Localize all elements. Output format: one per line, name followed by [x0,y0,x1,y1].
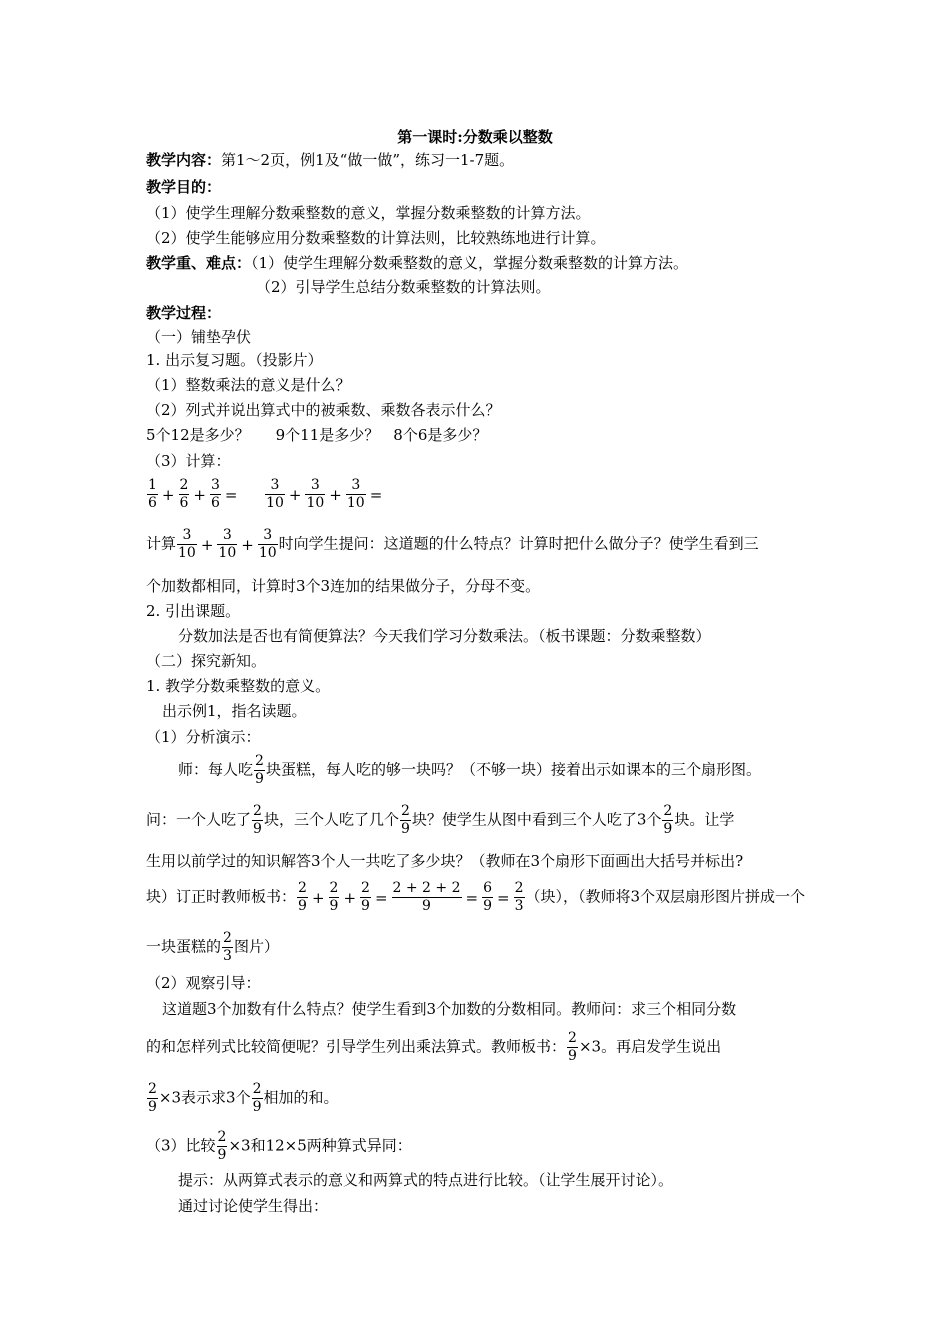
fraction: $\frac{2}{9}$ [361,880,370,914]
fraction: $\frac{2}{9}$ [253,803,262,837]
fraction: $\frac{2}{9}$ [148,1081,157,1115]
teaching-content: 教学内容：第1～2页，例1及“做一做”，练习一1-7题。 [146,151,515,169]
question-2: （2）列式并说出算式中的被乘数、乘数各表示什么？ [146,401,501,419]
step-1-2-text: 分数加法是否也有简便算法？今天我们学习分数乘法。（板书课题：分数乘整数） [178,627,711,645]
question-3: （3）计算： [146,452,231,470]
fraction: $\frac{2}{9}$ [400,803,410,837]
fraction: $\frac{3}{10}$ [306,477,325,511]
step-2-1: 1. 教学分数乘整数的意义。 [146,677,331,695]
fraction: $\frac{6}{9}$ [483,880,492,914]
fraction: $\frac{2 + 2 + 2}{9}$ [392,880,461,914]
observe-para-3: $\frac{2}{9}$ ×3表示求3个 $\frac{2}{9}$ 相加的和。 [148,1081,339,1115]
fraction: $\frac{3}{10}$ [266,477,284,511]
step-2-1-text: 出示例1，指名读题。 [162,702,307,720]
sub-a-heading: （1）分析演示： [146,728,261,746]
fraction: $\frac{2}{3}$ [514,880,524,914]
step-1-2: 2. 引出课题。 [146,602,241,620]
key-points: 教学重、难点：（1）使学生理解分数乘整数的意义，掌握分数乘整数的计算方法。 [146,254,689,272]
fraction: $\frac{3}{10}$ [258,527,277,561]
fraction: $\frac{3}{6}$ [211,477,220,511]
sub-c-heading: （3）比较 $\frac{2}{9}$ ×3和12×5两种算式异同： [146,1129,412,1163]
fraction: $\frac{3}{10}$ [178,527,196,561]
fraction: $\frac{2}{9}$ [252,1081,262,1115]
compare-conclusion: 通过讨论使学生得出： [178,1197,329,1215]
fraction: $\frac{3}{10}$ [218,527,237,561]
analysis-para-5: 一块蛋糕的 $\frac{2}{3}$ 图片） [146,930,279,964]
fraction: $\frac{2}{9}$ [255,753,264,787]
fraction: $\frac{2}{9}$ [663,803,673,837]
calc-explanation: 个加数都相同，计算时3个3连加的结果做分子，分母不变。 [146,577,541,595]
analysis-para-1: 师：每人吃 $\frac{2}{9}$ 块蛋糕，每人吃的够一块吗？（不够一块）接着出示如课本的三个扇形图。 [178,753,761,787]
fraction: $\frac{3}{10}$ [346,477,365,511]
analysis-para-2: 问：一个人吃了 $\frac{2}{9}$ 块，三个人吃了几个 $\frac{2}{9}$ 块？使学生从图中看到三个人吃了3个 $\frac{2}{9}$ 块。让学 [146,803,735,837]
section-2-heading: （二）探究新知。 [146,652,267,670]
analysis-para-3: 生用以前学过的知识解答3个人一共吃了多少块？（教师在3个扇形下面画出大括号并标出? [146,852,744,870]
question-1: （1）整数乘法的意义是什么？ [146,376,351,394]
objective-label: 教学目的： [146,178,222,196]
calc-expressions: $\frac{1}{6}$ + $\frac{2}{6}$ + $\frac{3}{6}$ = $\frac{3}{10}$ + $\frac{3}{10}$ + $\frac{3}{10}$ = [148,477,383,511]
compare-hint: 提示：从两算式表示的意义和两算式的特点进行比较。（让学生展开讨论）。 [178,1171,674,1189]
key-points-item-2: （2）引导学生总结分数乘整数的计算法则。 [256,278,551,296]
fraction: $\frac{2}{9}$ [568,1030,577,1064]
question-2-items: 5个12是多少？ 9个11是多少？ 8个6是多少？ [146,426,488,444]
section-1-heading: （一）铺垫孕伏 [146,328,252,346]
fraction: $\frac{2}{9}$ [329,880,339,914]
objective-item-2: （2）使学生能够应用分数乘整数的计算法则，比较熟练地进行计算。 [146,229,606,247]
step-1-1: 1. 出示复习题。（投影片） [146,351,323,369]
objective-item-1: （1）使学生理解分数乘整数的意义，掌握分数乘整数的计算方法。 [146,204,591,222]
page-title: 第一课时:分数乘以整数 [397,128,553,146]
calc-question: 计算 $\frac{3}{10}$ + $\frac{3}{10}$ + $\frac{3}{10}$ 时向学生提问：这道题的什么特点？计算时把什么做分子？使学生看到三 [146,527,759,561]
fraction: $\frac{2}{9}$ [298,880,307,914]
process-label: 教学过程： [146,304,222,322]
fraction: $\frac{2}{9}$ [217,1129,227,1163]
sub-b-heading: （2）观察引导： [146,974,261,992]
observe-para-1: 这道题3个加数有什么特点？使学生看到3个加数的分数相同。教师问：求三个相同分数 [162,1000,737,1018]
analysis-para-4: 块）订正时教师板书： $\frac{2}{9}$ + $\frac{2}{9}$ + $\frac{2}{9}$ = $\frac{2 + 2 + 2}{9}$ = $\frac{6}{9}$ = $\frac{2}{3}$ （块），（教师将3个双层扇形图片拼成一个 [146,880,806,914]
observe-para-2: 的和怎样列式比较简便呢？引导学生列出乘法算式。教师板书： $\frac{2}{9}$ ×3。再启发学生说出 [146,1030,722,1064]
fraction: $\frac{2}{6}$ [179,477,189,511]
fraction: $\frac{1}{6}$ [148,477,157,511]
fraction: $\frac{2}{3}$ [223,930,232,964]
